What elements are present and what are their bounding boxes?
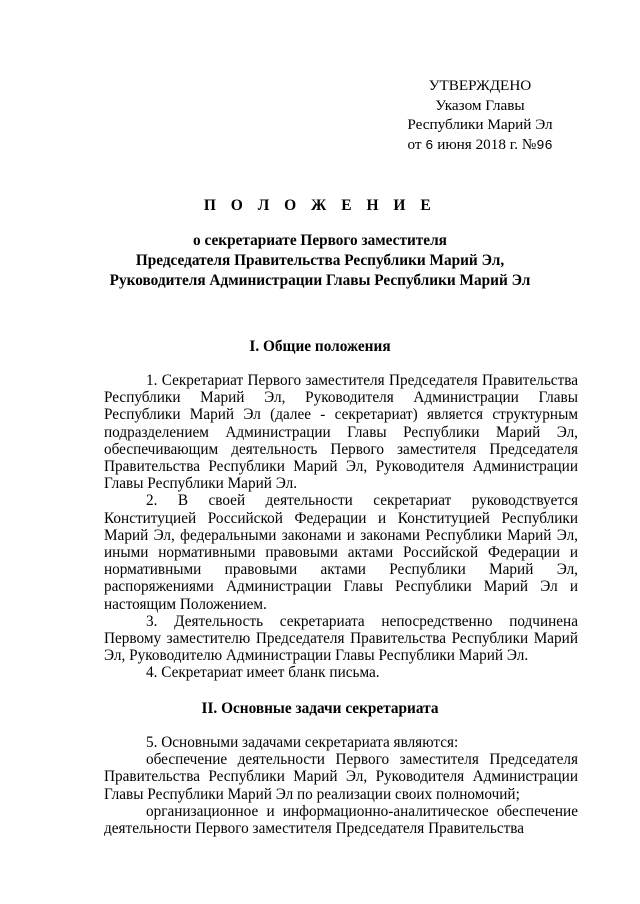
paragraph: 5. Основными задачами секретариата являются: (146, 734, 459, 751)
paragraph: 4. Секретариат имеет бланк письма. (146, 664, 380, 682)
approval-line-2: Указом Главы (435, 96, 525, 114)
approval-month-year: июня 2018 г. № (437, 135, 537, 153)
approval-line-3: Республики Марий Эл (407, 116, 553, 134)
approval-date-line (400, 135, 560, 157)
section-1-body (104, 372, 578, 682)
subtitle-line: Председателя Правительства Республики Марий Эл, (135, 252, 505, 269)
document-title: П О Л О Ж Е Н И Е (203, 197, 437, 214)
section-2-body (104, 734, 578, 837)
paragraph: 3. Деятельность секретариата непосредственно подчинена Первому заместителю Председателя Правительства Республики Марий Эл, Руководителю Администрации Главы Республики Марий Эл. (104, 612, 578, 665)
approval-number: 96 (536, 138, 553, 154)
approval-day: 6 (425, 138, 434, 154)
approval-line-1: УТВЕРЖДЕНО (428, 77, 532, 94)
paragraph: 2. В своей деятельности секретариат руководствуется Конституцией Российской Федерации и Конституцией Республики Марий Эл, федеральными законами и законами Республики Марий Эл, иными нормативными правовыми актами Российской Федерации и нормативными правовыми актами Республики Марий Эл, распоряжениями Администрации Главы Республики Марий Эл и настоящим Положением. (104, 492, 578, 613)
section-heading-2: II. Основные задачи секретариата (201, 700, 439, 717)
approval-stamp (400, 76, 560, 156)
paragraph: 1. Секретариат Первого заместителя Председателя Правительства Республики Марий Эл, Руководителя Администрации Главы Республики Марий Эл (далее - секретариат) является структурным подразделением Администрации Главы Республики Марий Эл, обеспечивающим деятельность Первого заместителя Председателя Правительства Республики Марий Эл, Руководителя Администрации Главы Республики Марий Эл. (104, 372, 578, 493)
paragraph: обеспечение деятельности Первого заместителя Председателя Правительства Республики Марий Эл, Руководителя Администрации Главы Республики Марий Эл по реализации своих полномочий; (104, 751, 578, 803)
subtitle-line: о секретариате Первого заместителя (193, 232, 447, 249)
subtitle-line: Руководителя Администрации Главы Республики Марий Эл (109, 272, 531, 289)
paragraph: организационное и информационно-аналитическое обеспечение деятельности Первого заместителя Председателя Правительства (104, 802, 578, 838)
approval-date-prefix: от (407, 135, 422, 153)
document-subtitle (0, 231, 640, 291)
section-heading-1: I. Общие положения (249, 338, 391, 355)
